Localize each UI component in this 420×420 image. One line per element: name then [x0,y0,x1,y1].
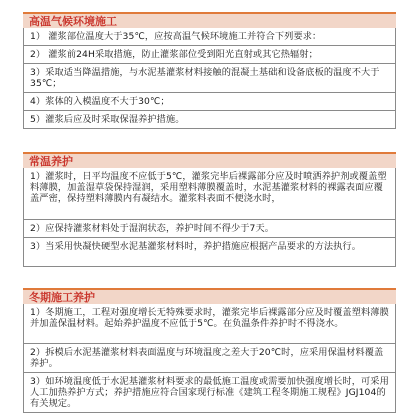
section-normal-curing [23,152,396,267]
section-title: 高温气候环境施工 [23,12,396,28]
list-item: 3）采取适当降温措施，与水泥基灌浆材料接触的混凝土基础和设备底板的温度不大于35℃； [23,64,396,93]
list-item: 2）拆模后水泥基灌浆材料表面温度与环境温度之差大于20℃时，应采用保温材料覆盖养护。 [23,344,396,373]
section-title: 常温养护 [23,152,396,168]
list-item: 1）灌浆时，日平均温度不应低于5℃，灌浆完毕后裸露部分应及时喷洒养护剂或覆盖塑料薄膜，加盖湿草袋保持湿润，采用塑料薄膜覆盖时，水泥基灌浆材料的裸露表面应覆盖严密，保持塑料薄膜内有凝结水。灌浆料表面不便浇水时， [23,168,396,220]
list-item: 5）灌浆后应及时采取保湿养护措施。 [23,111,396,129]
section-winter-curing [23,288,396,413]
section-title: 冬期施工养护 [23,288,396,304]
list-item: 1） 灌浆部位温度大于35℃，应按高温气候环境施工并符合下列要求： [23,28,396,46]
list-item: 4）浆体的入模温度不大于30℃； [23,93,396,111]
list-item: 2）应保持灌浆材料处于湿润状态，养护时间不得少于7天。 [23,220,396,238]
list-item: 1）冬期施工，工程对强度增长无特殊要求时，灌浆完毕后裸露部分应及时覆盖塑料薄膜并加盖保温材料。起始养护温度不应低于5℃。在负温条件养护时不得浇水。 [23,304,396,344]
list-item: 3）当采用快凝快硬型水泥基灌浆材料时，养护措施应根据产品要求的方法执行。 [23,238,396,267]
list-item: 3）如环境温度低于水泥基灌浆材料要求的最低施工温度或需要加快强度增长时，可采用人工加热养护方式；养护措施应符合国家现行标准《建筑工程冬期施工规程》JGJ104的有关规定。 [23,373,396,413]
list-item: 2） 灌浆前24H采取措施，防止灌浆部位受到阳光直射或其它热辐射； [23,46,396,64]
section-high-temperature [23,12,396,129]
